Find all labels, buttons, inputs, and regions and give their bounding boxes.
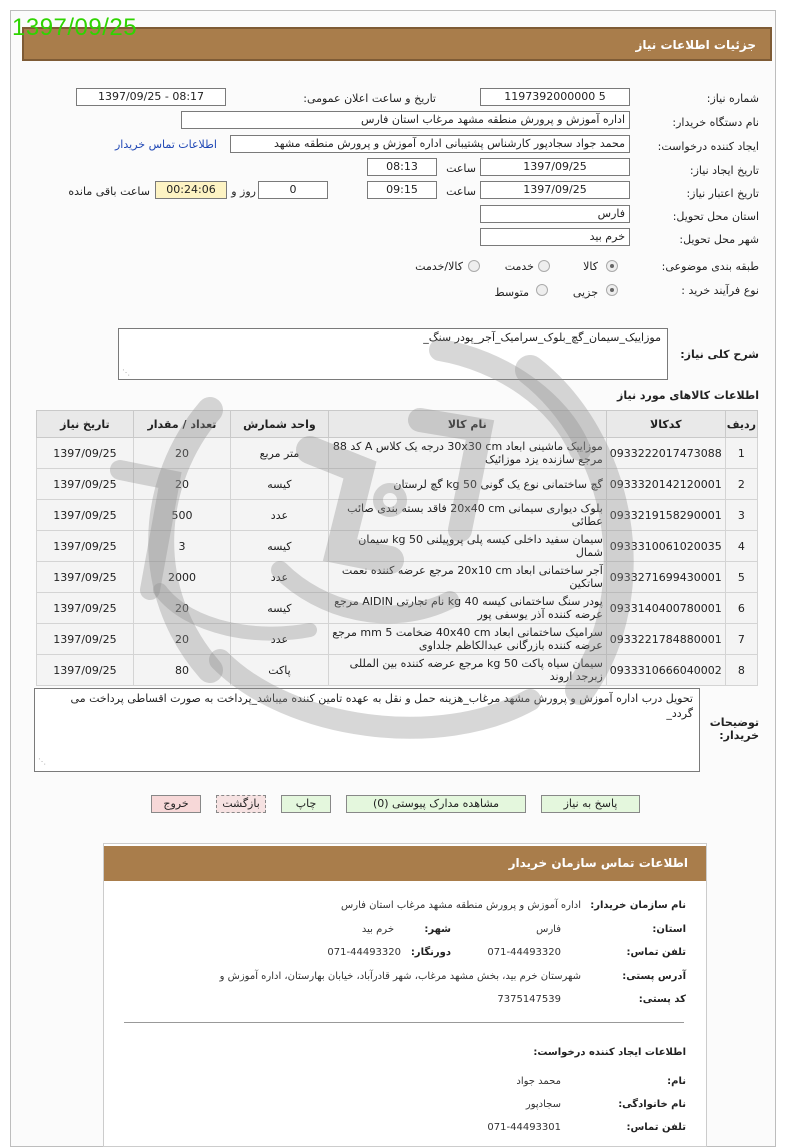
buyer-org-label: نام دستگاه خریدار: (672, 116, 759, 129)
province-label: استان محل تحویل: (672, 210, 759, 223)
cell-qty: 20 (133, 593, 230, 624)
cell-unit: عدد (231, 624, 329, 655)
fax-value: 071-44493320 (327, 947, 401, 958)
announce-label: تاریخ و ساعت اعلان عمومی: (303, 92, 436, 105)
table-row (37, 438, 758, 469)
cell-name: موزاییک ماشینی ابعاد 30x30 cm درجه یک کلاس A کد 88 مرجع سازنده یزد موزائیک (328, 438, 606, 469)
resize-grip-icon[interactable]: ⋰ (38, 757, 46, 766)
cell-date: 1397/09/25 (37, 469, 134, 500)
cell-qty: 80 (133, 655, 230, 686)
summary-text: موزاییک_سیمان_گچ_بلوک_سرامیک_آجر_پودر سنگ_ (423, 331, 661, 344)
table-row (37, 500, 758, 531)
cell-date: 1397/09/25 (37, 500, 134, 531)
divider (124, 1022, 684, 1023)
family-value: سجادپور (525, 1099, 561, 1110)
cell-date: 1397/09/25 (37, 624, 134, 655)
notes-text: تحویل درب اداره آموزش و پرورش مشهد مرغاب_هزینه حمل و نقل به عهده تامین کننده میباشد_پرداخت به صورت اقساطی پرداخت می گردد_ (70, 692, 693, 720)
fax-label: دورنگار: (410, 947, 451, 958)
cell-code: 0933219158290001 (606, 500, 725, 531)
name-label: نام: (667, 1076, 686, 1087)
cell-name: گچ ساختمانی نوع یک گونی 50 kg گچ لرستان (328, 469, 606, 500)
contact-card-title: اطلاعات تماس سازمان خریدار (508, 856, 688, 870)
cell-code: 0933271699430001 (606, 562, 725, 593)
cell-name: بلوک دیواری سیمانی 20x40 cm فاقد بسته بندی صائب عطائی (328, 500, 606, 531)
cell-date: 1397/09/25 (37, 562, 134, 593)
table-header-row (37, 411, 758, 438)
notes-label: توضیحات خریدار: (709, 716, 759, 742)
province-contact-value: فارس (536, 924, 561, 935)
header-date: تاریخ نیاز (37, 411, 134, 438)
cell-qty: 20 (133, 469, 230, 500)
process-label: نوع فرآیند خرید : (681, 284, 759, 297)
cell-row: 4 (725, 531, 757, 562)
address-value: شهرستان خرم بید، بخش مشهد مرغاب، شهر قادرآباد، خیابان بهارستان، اداره آموزش و (219, 971, 581, 982)
table-row (37, 624, 758, 655)
province-contact-label: استان: (652, 924, 686, 935)
category-goods-radio[interactable] (606, 260, 618, 272)
print-button[interactable]: چاپ (281, 795, 331, 813)
process-minor-label: جزیی (572, 286, 598, 299)
phone-label: تلفن تماس: (626, 947, 686, 958)
remaining-time-field[interactable]: 00:24:06 (155, 181, 227, 199)
header-code: کدکالا (606, 411, 725, 438)
category-service-label: خدمت (504, 260, 534, 273)
announce-field[interactable]: 1397/09/25 - 08:17 (76, 88, 226, 106)
days-field[interactable]: 0 (258, 181, 328, 199)
name-value: محمد جواد (516, 1076, 561, 1087)
family-label: نام خانوادگی: (618, 1099, 686, 1110)
cell-code: 0933320142120001 (606, 469, 725, 500)
org-value: اداره آموزش و پرورش منطقه مشهد مرغاب استان فارس (341, 900, 581, 911)
category-label: طبقه بندی موضوعی: (661, 260, 759, 273)
resize-grip-icon[interactable]: ⋰ (122, 368, 130, 377)
city-contact-label: شهر: (424, 924, 451, 935)
creator-title: اطلاعات ایجاد کننده درخواست: (533, 1047, 686, 1058)
cell-row: 5 (725, 562, 757, 593)
header-row-number: ردیف (725, 411, 757, 438)
notes-textarea[interactable] (34, 688, 700, 772)
validity-time-field[interactable]: 09:15 (367, 181, 437, 199)
cell-row: 7 (725, 624, 757, 655)
table-row (37, 531, 758, 562)
postal-label: کد پستی: (638, 994, 686, 1005)
cell-unit: عدد (231, 500, 329, 531)
date-stamp: 1397/09/25 (12, 14, 138, 41)
validity-date-label: تاریخ اعتبار نیاز: (686, 187, 759, 200)
process-medium-label: متوسط (494, 286, 529, 299)
cell-name: سیمان سفید داخلی کیسه پلی پروپیلنی 50 kg سیمان شمال (328, 531, 606, 562)
validity-date-field[interactable]: 1397/09/25 (480, 181, 630, 199)
creator-phone-value: 071-44493301 (487, 1122, 561, 1133)
cell-unit: کیسه (231, 593, 329, 624)
category-both-radio[interactable] (468, 260, 480, 272)
cell-row: 3 (725, 500, 757, 531)
category-service-radio[interactable] (538, 260, 550, 272)
items-title: اطلاعات کالاهای مورد نیاز (617, 389, 759, 402)
table-row (37, 562, 758, 593)
cell-date: 1397/09/25 (37, 655, 134, 686)
contact-info-link[interactable]: اطلاعات تماس خریدار (115, 138, 217, 151)
cell-date: 1397/09/25 (37, 531, 134, 562)
cell-row: 2 (725, 469, 757, 500)
exit-button[interactable]: خروج (151, 795, 201, 813)
created-date-label: تاریخ ایجاد نیاز: (689, 164, 759, 177)
header-qty: تعداد / مقدار (133, 411, 230, 438)
cell-code: 0933140400780001 (606, 593, 725, 624)
reply-button[interactable]: پاسخ به نیاز (541, 795, 640, 813)
org-label: نام سازمان خریدار: (590, 900, 686, 911)
cell-name: پودر سنگ ساختمانی کیسه 40 kg نام تجارتی AIDIN مرجع عرضه کننده آذر یوسفی پور (328, 593, 606, 624)
created-date-field[interactable]: 1397/09/25 (480, 158, 630, 176)
process-medium-radio[interactable] (536, 284, 548, 296)
page-title: جزئیات اطلاعات نیاز (635, 38, 756, 52)
cell-qty: 3 (133, 531, 230, 562)
cell-qty: 20 (133, 438, 230, 469)
cell-code: 0933310666040002 (606, 655, 725, 686)
cell-code: 0933221784880001 (606, 624, 725, 655)
table-row (37, 469, 758, 500)
cell-qty: 20 (133, 624, 230, 655)
requester-label: ایجاد کننده درخواست: (657, 140, 759, 153)
created-hour-label: ساعت (446, 162, 476, 175)
header-name: نام کالا (328, 411, 606, 438)
cell-code: 0933222017473088 (606, 438, 725, 469)
cell-unit: متر مربع (231, 438, 329, 469)
address-label: آدرس پستی: (622, 971, 686, 982)
contact-card-header (104, 846, 706, 881)
items-table (36, 410, 758, 686)
phone-value: 071-44493320 (487, 947, 561, 958)
cell-name: سرامیک ساختمانی ابعاد 40x40 cm ضخامت 5 mm مرجع عرضه کننده بازرگانی عبدالکاظم جلداوی (328, 624, 606, 655)
cell-name: سیمان سیاه پاکت 50 kg مرجع عرضه کننده بین المللی زبرجد اروند (328, 655, 606, 686)
attachments-button[interactable]: مشاهده مدارک پیوستی (0) (346, 795, 526, 813)
table-row (37, 655, 758, 686)
remaining-label: ساعت باقی مانده (68, 185, 150, 198)
province-field[interactable]: فارس (480, 205, 630, 223)
city-label: شهر محل تحویل: (679, 233, 759, 246)
summary-textarea[interactable] (118, 328, 668, 380)
created-time-field[interactable]: 08:13 (367, 158, 437, 176)
city-contact-value: خرم بید (361, 924, 394, 935)
process-minor-radio[interactable] (606, 284, 618, 296)
cell-code: 0933310061020035 (606, 531, 725, 562)
cell-unit: عدد (231, 562, 329, 593)
cell-unit: کیسه (231, 531, 329, 562)
table-row (37, 593, 758, 624)
cell-unit: کیسه (231, 469, 329, 500)
header-unit: واحد شمارش (231, 411, 329, 438)
cell-qty: 2000 (133, 562, 230, 593)
cell-name: آجر ساختمانی ابعاد 20x10 cm مرجع عرضه کننده نعمت ساتکین (328, 562, 606, 593)
cell-date: 1397/09/25 (37, 438, 134, 469)
buyer-org-field[interactable]: اداره آموزش و پرورش منطقه مشهد مرغاب استان فارس (181, 111, 630, 129)
need-number-label: شماره نیاز: (706, 92, 759, 105)
need-number-field[interactable]: 1197392000000 5 (480, 88, 630, 106)
validity-hour-label: ساعت (446, 185, 476, 198)
category-goods-label: کالا (583, 260, 598, 273)
days-label: روز و (231, 185, 256, 198)
summary-label: شرح کلی نیاز: (680, 348, 759, 361)
category-both-label: کالا/خدمت (415, 260, 463, 273)
city-field[interactable]: خرم بید (480, 228, 630, 246)
cell-row: 6 (725, 593, 757, 624)
creator-phone-label: تلفن تماس: (626, 1122, 686, 1133)
cell-unit: پاکت (231, 655, 329, 686)
cell-date: 1397/09/25 (37, 593, 134, 624)
cell-row: 1 (725, 438, 757, 469)
requester-field[interactable]: محمد جواد سجادپور کارشناس پشتیبانی اداره آموزش و پرورش منطقه مشهد (230, 135, 630, 153)
contact-card (103, 843, 707, 1147)
cell-row: 8 (725, 655, 757, 686)
back-button[interactable]: بازگشت (216, 795, 266, 813)
postal-value: 7375147539 (497, 994, 561, 1005)
cell-qty: 500 (133, 500, 230, 531)
